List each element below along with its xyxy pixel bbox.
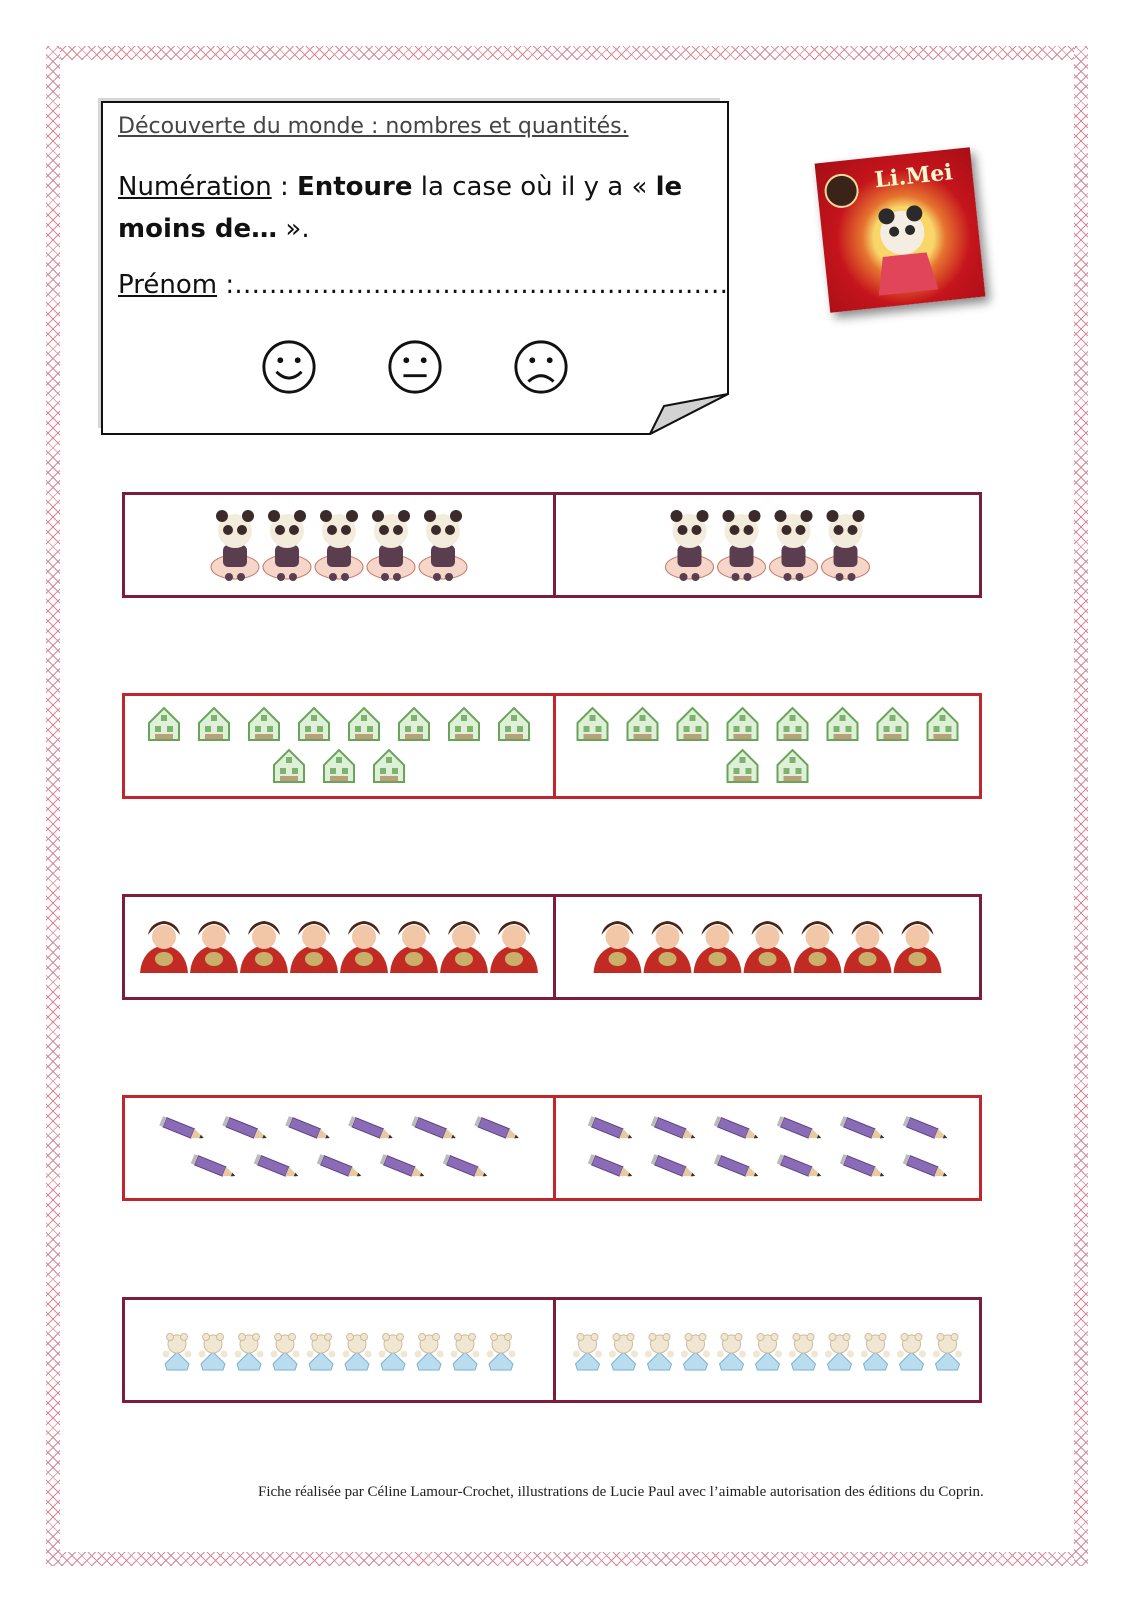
- green-house-icon: [678, 708, 708, 740]
- comparison-row-bears: [122, 1297, 982, 1403]
- green-house-icon: [628, 708, 658, 740]
- teddy-bear-icon: [825, 1334, 854, 1371]
- frame-border-right: [1074, 46, 1088, 1566]
- purple-pencil-icon: [903, 1154, 949, 1181]
- teddy-bear-group: [125, 1300, 553, 1400]
- teddy-bear-group: [556, 1300, 979, 1400]
- teddy-bear-icon: [163, 1334, 192, 1371]
- purple-pencil-icon: [348, 1116, 394, 1143]
- left-box[interactable]: [125, 495, 553, 595]
- purple-pencil-icon: [159, 1116, 205, 1143]
- purple-pencil-group: [556, 1098, 979, 1198]
- purple-pencil-icon: [777, 1154, 823, 1181]
- instruction-verb: Entoure: [296, 172, 413, 202]
- teddy-bear-icon: [487, 1334, 516, 1371]
- girl-li-mei-icon: [140, 921, 188, 973]
- green-house-group: [556, 696, 979, 796]
- green-house-icon: [499, 708, 529, 740]
- green-house-icon: [274, 750, 304, 782]
- instruction-middle: la case où il y a «: [412, 172, 656, 202]
- purple-pencil-icon: [588, 1154, 634, 1181]
- teddy-bear-icon: [789, 1334, 818, 1371]
- green-house-icon: [728, 750, 758, 782]
- girl-li-mei-icon: [594, 921, 642, 973]
- book-title: Li.Mei: [873, 159, 954, 194]
- green-house-icon: [299, 708, 329, 740]
- panda-doll-group: [556, 495, 979, 595]
- green-house-icon: [828, 708, 858, 740]
- purple-pencil-icon: [840, 1116, 886, 1143]
- right-box[interactable]: [556, 1300, 979, 1400]
- purple-pencil-icon: [317, 1154, 363, 1181]
- girl-li-mei-icon: [340, 921, 388, 973]
- green-house-icon: [928, 708, 958, 740]
- subject-title: Découverte du monde : nombres et quantités.: [118, 114, 629, 139]
- teddy-bear-icon: [609, 1334, 638, 1371]
- panda-doll-icon: [822, 510, 870, 581]
- green-house-icon: [199, 708, 229, 740]
- green-house-icon: [149, 708, 179, 740]
- instruction-end: ».: [277, 214, 310, 244]
- purple-pencil-group: [125, 1098, 553, 1198]
- instruction-label: Numération: [118, 172, 272, 202]
- teddy-bear-icon: [681, 1334, 710, 1371]
- panda-doll-icon: [315, 510, 363, 581]
- green-house-icon: [249, 708, 279, 740]
- girl-li-mei-icon: [744, 921, 792, 973]
- frame-border-top: [46, 46, 1088, 60]
- right-box[interactable]: [556, 696, 979, 796]
- name-field[interactable]: [118, 270, 728, 300]
- girl-li-mei-icon: [844, 921, 892, 973]
- girl-li-mei-icon: [290, 921, 338, 973]
- green-house-icon: [374, 750, 404, 782]
- purple-pencil-icon: [588, 1116, 634, 1143]
- name-dots: :…………………………………………………: [217, 270, 729, 300]
- comparison-row-houses: [122, 693, 982, 799]
- teddy-bear-icon: [897, 1334, 926, 1371]
- panda-doll-icon: [770, 510, 818, 581]
- smiley-happy-icon[interactable]: [260, 338, 318, 396]
- name-label: Prénom: [118, 270, 218, 300]
- purple-pencil-icon: [254, 1154, 300, 1181]
- panda-doll-group: [125, 495, 553, 595]
- comparison-row-girls: [122, 894, 982, 1000]
- purple-pencil-icon: [651, 1154, 697, 1181]
- teddy-bear-icon: [451, 1334, 480, 1371]
- smiley-sad-icon[interactable]: [512, 338, 570, 396]
- instruction-target: le moins de…: [118, 172, 683, 244]
- instruction-text: [118, 166, 728, 250]
- purple-pencil-icon: [380, 1154, 426, 1181]
- left-box[interactable]: [125, 1300, 553, 1400]
- girl-li-mei-icon: [190, 921, 238, 973]
- girl-li-mei-icon: [390, 921, 438, 973]
- girl-li-mei-icon: [644, 921, 692, 973]
- panda-doll-icon: [718, 510, 766, 581]
- teddy-bear-icon: [717, 1334, 746, 1371]
- panda-doll-icon: [666, 510, 714, 581]
- book-cover-image: [815, 147, 986, 312]
- green-house-icon: [578, 708, 608, 740]
- girl-li-mei-group: [556, 897, 979, 997]
- green-house-icon: [399, 708, 429, 740]
- green-house-icon: [778, 750, 808, 782]
- purple-pencil-icon: [903, 1116, 949, 1143]
- girl-li-mei-icon: [694, 921, 742, 973]
- panda-doll-icon: [211, 510, 259, 581]
- teddy-bear-icon: [343, 1334, 372, 1371]
- green-house-group: [125, 696, 553, 796]
- teddy-bear-icon: [199, 1334, 228, 1371]
- panda-doll-icon: [419, 510, 467, 581]
- purple-pencil-icon: [285, 1116, 331, 1143]
- teddy-bear-icon: [307, 1334, 336, 1371]
- purple-pencil-icon: [714, 1154, 760, 1181]
- purple-pencil-icon: [714, 1116, 760, 1143]
- purple-pencil-icon: [474, 1116, 520, 1143]
- right-box[interactable]: [556, 1098, 979, 1198]
- girl-li-mei-icon: [794, 921, 842, 973]
- girl-li-mei-icon: [894, 921, 942, 973]
- teddy-bear-icon: [379, 1334, 408, 1371]
- frame-border-left: [46, 46, 60, 1566]
- comparison-row-pencils: [122, 1095, 982, 1201]
- panda-doll-icon: [263, 510, 311, 581]
- purple-pencil-icon: [411, 1116, 457, 1143]
- teddy-bear-icon: [271, 1334, 300, 1371]
- right-box[interactable]: [556, 495, 979, 595]
- left-box[interactable]: [125, 1098, 553, 1198]
- green-house-icon: [449, 708, 479, 740]
- left-box[interactable]: [125, 696, 553, 796]
- green-house-icon: [878, 708, 908, 740]
- teddy-bear-icon: [933, 1334, 962, 1371]
- purple-pencil-icon: [191, 1154, 237, 1181]
- instruction-separator: :: [271, 172, 297, 202]
- teddy-bear-icon: [235, 1334, 264, 1371]
- frame-border-bottom: [46, 1552, 1088, 1566]
- girl-li-mei-icon: [440, 921, 488, 973]
- left-box[interactable]: [125, 897, 553, 997]
- purple-pencil-icon: [443, 1154, 489, 1181]
- green-house-icon: [324, 750, 354, 782]
- teddy-bear-icon: [415, 1334, 444, 1371]
- green-house-icon: [728, 708, 758, 740]
- teddy-bear-icon: [645, 1334, 674, 1371]
- purple-pencil-icon: [777, 1116, 823, 1143]
- purple-pencil-icon: [222, 1116, 268, 1143]
- comparison-row-pandas: [122, 492, 982, 598]
- purple-pencil-icon: [651, 1116, 697, 1143]
- header-card: [98, 98, 748, 448]
- right-box[interactable]: [556, 897, 979, 997]
- purple-pencil-icon: [840, 1154, 886, 1181]
- teddy-bear-icon: [861, 1334, 890, 1371]
- girl-li-mei-group: [125, 897, 553, 997]
- teddy-bear-icon: [753, 1334, 782, 1371]
- panda-doll-icon: [367, 510, 415, 581]
- girl-li-mei-icon: [240, 921, 288, 973]
- green-house-icon: [349, 708, 379, 740]
- smiley-neutral-icon[interactable]: [386, 338, 444, 396]
- footer-credit: Fiche réalisée par Céline Lamour-Crochet, illustrations de Lucie Paul avec l’aimable autorisation des éditions du Coprin.: [258, 1484, 984, 1500]
- teddy-bear-icon: [573, 1334, 602, 1371]
- girl-li-mei-icon: [490, 921, 538, 973]
- green-house-icon: [778, 708, 808, 740]
